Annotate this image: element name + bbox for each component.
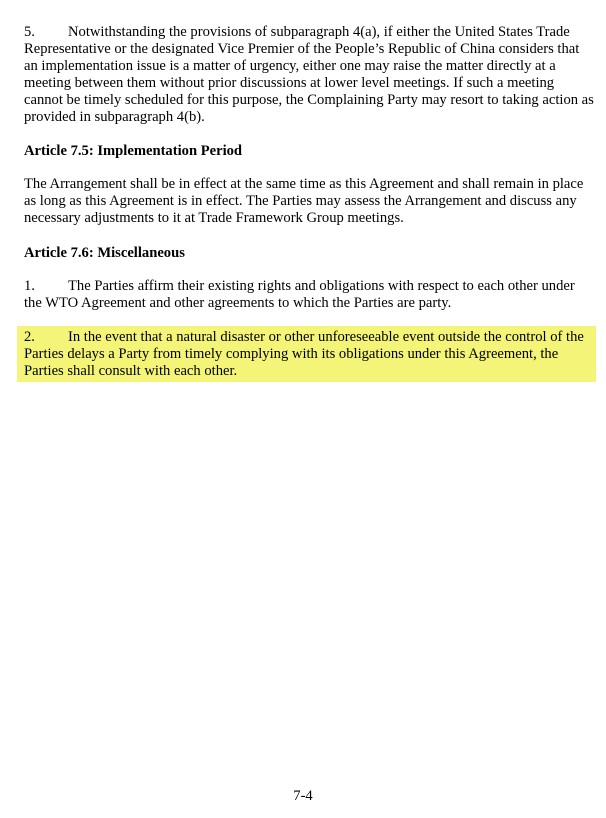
paragraph-7-6-2	[24, 329, 594, 380]
paragraph-text: In the event that a natural disaster or other unforeseeable event outside the control of the Parties delays a Party from timely complying with its obligations under this Agreement, the Parties shall consult with each other.	[24, 329, 584, 379]
article-7-6-heading: Article 7.6: Miscellaneous	[24, 245, 185, 261]
paragraph-text: The Parties affirm their existing rights and obligations with respect to each other under the WTO Agreement and other agreements to which the Parties are party.	[24, 278, 575, 311]
paragraph-7-6-1	[24, 278, 594, 312]
paragraph-number: 5.	[24, 24, 35, 40]
paragraph-7-5: The Arrangement shall be in effect at the same time as this Agreement and shall remain in place as long as this Agreement is in effect. The Parties may assess the Arrangement and discuss any necessary adjustments to it at Trade Framework Group meetings.	[24, 176, 584, 226]
paragraph-7-4-5	[24, 24, 594, 126]
page-number: 7-4	[293, 788, 313, 804]
paragraph-number: 2.	[24, 329, 35, 345]
paragraph-text: Notwithstanding the provisions of subparagraph 4(a), if either the United States Trade Representative or the designated Vice Premier of the People’s Republic of China considers that an implementation issue is a matter of urgency, either one may raise the matter directly at a meeting between them without prior discussions at lower level meetings. If such a meeting cannot be timely scheduled for this purpose, the Complaining Party may resort to taking action as provided in subparagraph 4(b).	[24, 24, 594, 125]
article-7-5-heading: Article 7.5: Implementation Period	[24, 143, 243, 159]
paragraph-number: 1.	[24, 278, 35, 294]
